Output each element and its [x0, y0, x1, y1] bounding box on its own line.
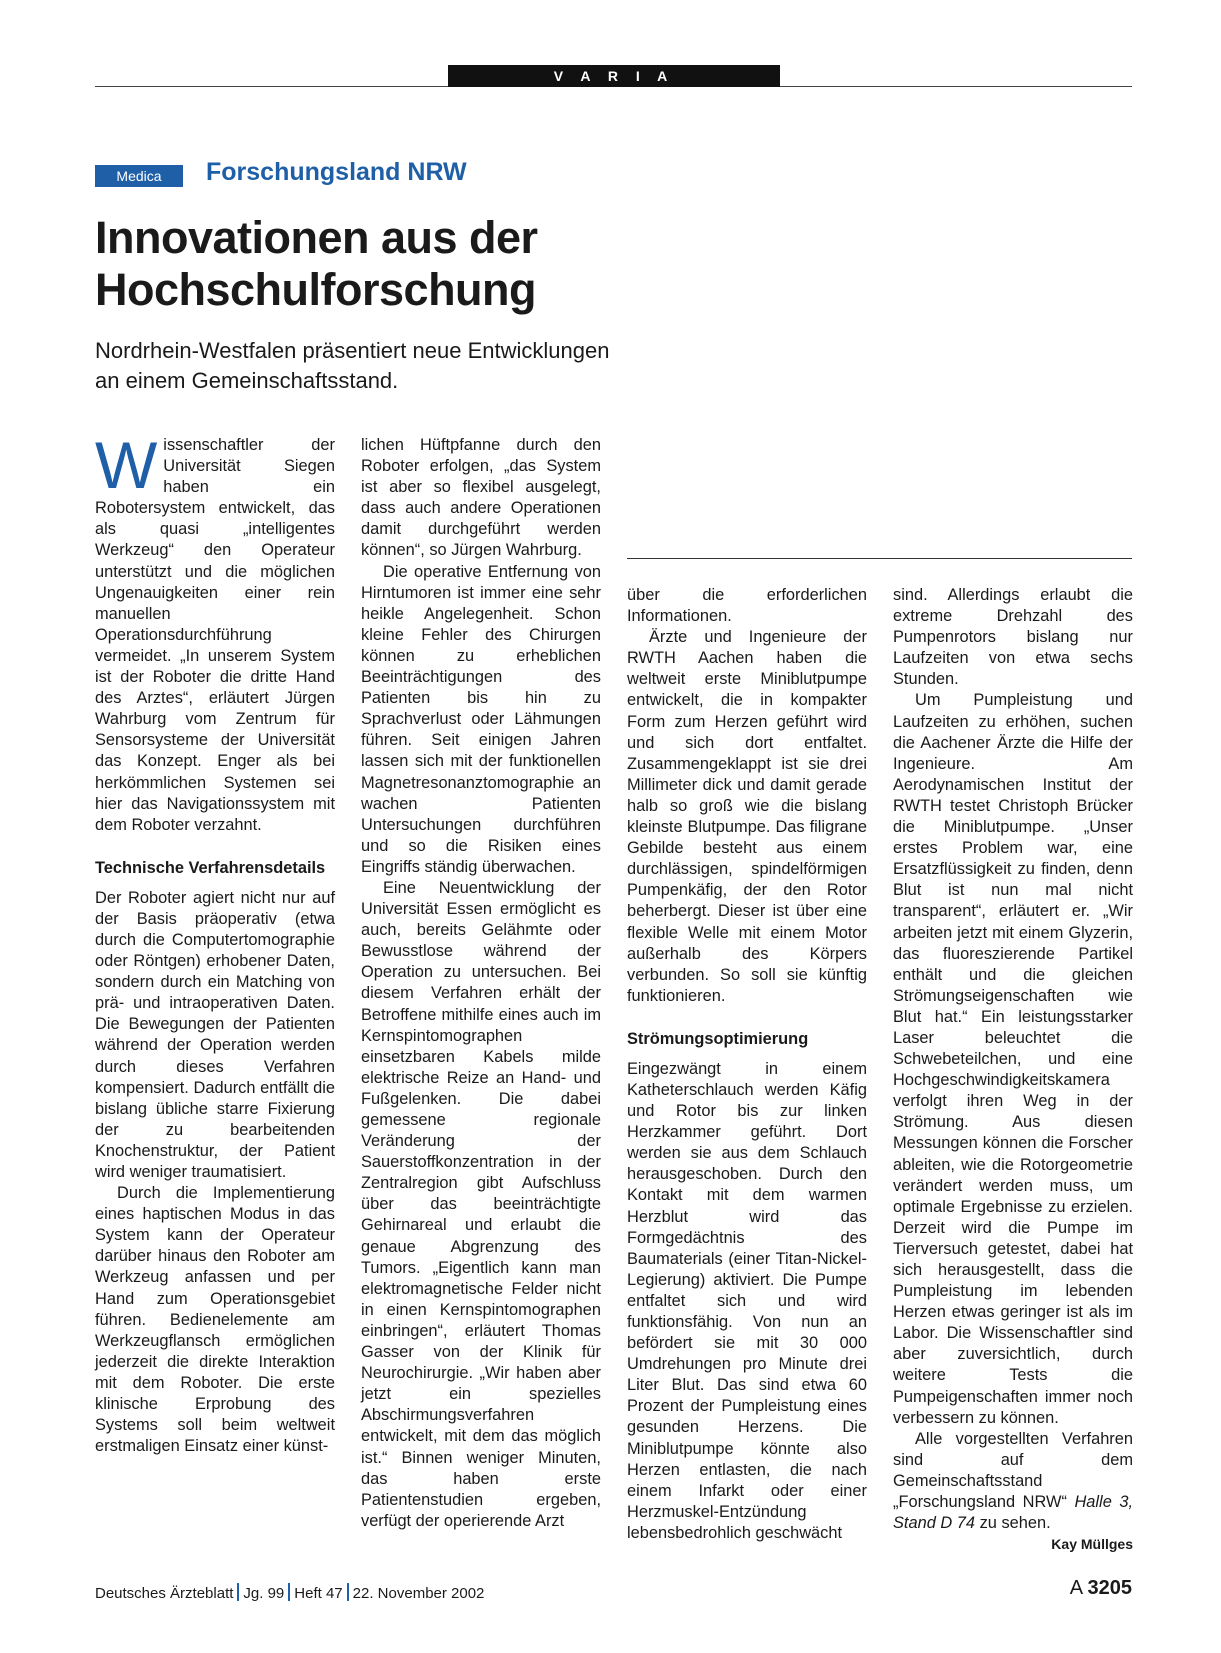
author-name: Kay Müllges [1051, 1536, 1133, 1553]
paragraph [893, 1429, 1133, 1553]
column-4 [893, 585, 1133, 1555]
paragraph [95, 428, 335, 836]
paragraph: Die operative Entfernung von Hirntumoren ist immer eine sehr heikle Angelegenheit. Schon kleine Fehler des Chirurgen können zu erheblichen Beeinträchtigungen des Patienten bis hin zu Sprachverlust oder Lähmungen führen. Seit einigen Jahren lassen sich mit der funktionellen Magnetresonanztomographie an wachen Patienten Untersuchungen durchführen und so die Risiken eines Eingriffs ständig überwachen. [361, 562, 601, 876]
kicker-tag: Medica [95, 165, 183, 187]
paragraph: Um Pumpleistung und Laufzeiten zu erhöhen, suchen die Aachener Ärzte die Hilfe der Ingenieure. Am Aerodynamischen Institut der RWTH testet Christoph Brücker die Miniblutpumpe. „Unser erstes Problem war, eine Ersatzflüssigkeit zu finden, denn Blut ist nun mal nicht transparent“, erläutert er. „Wir arbeiten jetzt mit einem Glyzerin, das fluoreszierende Partikel enthält und die gleichen Strömungseigenschaften wie Blut hat.“ Ein leistungsstarker Laser beleuchtet die Schwebeteilchen, und eine Hochgeschwindigkeitskamera verfolgt ihren Weg in der Strömung. Aus diesen Messungen können die Forscher ableiten, wie die Rotorgeometrie verändert werden muss, um optimale Ergebnisse zu erzielen. Derzeit wird die Pumpe im Tierversuch getestet, dabei hat sich herausgestellt, dass die Pumpleistung im lebenden Herzen etwas geringer ist als im Labor. Die Wissenschaftler sind aber zuversichtlich, durch weitere Tests die Pumpeigenschaften immer noch verbessern zu können. [893, 691, 1133, 1427]
page-number [1070, 1577, 1132, 1600]
paragraph-text: zu sehen. [979, 1514, 1051, 1533]
column-2 [361, 435, 601, 1532]
drop-cap: W [95, 428, 158, 502]
subheading: Strömungsoptimierung [627, 1029, 809, 1048]
kicker-heading: Forschungsland NRW [206, 158, 467, 186]
paragraph: Durch die Implementierung eines haptischen Modus in das System kann der Operateur darüber hinaus den Roboter am Werkzeug anfassen und per Hand zum Operationsgebiet führen. Bedienelemente am Werkzeugflansch ermöglichen jederzeit die direkte Interaktion mit dem Roboter. Die erste klinische Erprobung des Systems soll beim weltweit erstmaligen Einsatz einer künst- [95, 1184, 335, 1456]
journal-volume: Jg. 99 [243, 1585, 285, 1602]
journal-name: Deutsches Ärzteblatt [95, 1585, 234, 1602]
column-3 [627, 585, 867, 1544]
paragraph-text: Alle vorgestellten Verfahren sind auf dem Gemeinschaftsstand „Forschungsland NRW“ [893, 1429, 1133, 1512]
journal-issue: Heft 47 [294, 1585, 343, 1602]
paragraph-text: issenschaftler der Universität Siegen haben ein Robotersystem entwickelt, das als quasi „intelligentes Werkzeug“ den Operateur unterstützt und die möglichen Ungenauigkeiten einer rein manuellen Operationsdurchführung vermeidet. „In unserem System ist der Roboter die dritte Hand des Arztes“, erläutert Jürgen Wahrburg vom Zentrum für Sensorsysteme der Universität das Konzept. Enger als bei herkömmlichen Systemen sei hier das Navigationssystem mit dem Roboter verzahnt. [95, 436, 335, 834]
paragraph: Der Roboter agiert nicht nur auf der Basis präoperativ (etwa durch die Computertomographie oder Röntgen) erhobener Daten, sondern durch ein Matching von prä- und intraoperativen Daten. Die Bewegungen der Patienten während der Operation werden durch dieses Verfahren kompensiert. Dadurch entfällt die bislang übliche starre Fixierung der zu bearbeitenden Knochenstruktur, der Patient wird weniger traumatisiert. [95, 888, 335, 1181]
paragraph: Eine Neuentwicklung der Universität Essen ermöglicht es auch, bereits Gelähmte oder Bewusstlose während der Operation zu untersuchen. Bei diesem Verfahren erhält der Betroffene mithilfe eines auch im Kernspintomographen einsetzbaren Kabels milde elektrische Reize an Hand- und Fußgelenken. Die dabei gemessene regionale Veränderung der Sauerstoffkonzentration in der Zentralregion gibt Aufschluss über das beeinträchtigte Gehirnareal und erlaubt die genaue Abgrenzung des Tumors. „Eigentlich kann man elektromagnetische Felder nicht in einen Kernspintomographen einbringen“, erläutert Thomas Gasser von der Klinik für Neurochirurgie. „Wir haben aber jetzt ein spezielles Abschirmungsverfahren entwickelt, mit dem das möglich ist.“ Binnen weniger Minuten, das haben erste Patientenstudien ergeben, verfügt der operierende Arzt [361, 878, 601, 1530]
location-text: Halle 3, Stand D 74 [893, 1493, 1133, 1533]
paragraph: Ärzte und Ingenieure der RWTH Aachen haben die weltweit erste Miniblutpumpe entwickelt, die in kompakter Form zum Herzen geführt wird und sich dort entfaltet. Zusammengeklappt ist sie drei Millimeter dick und damit gerade halb so groß wie die bislang kleinste Blutpumpe. Das filigrane Gebilde besteht aus einem durchlässigen, spindelförmigen Pumpenkäfig, der den Rotor beherbergt. Dieser ist über eine flexible Welle mit einem Motor außerhalb des Körpers verbunden. So soll sie künftig funktionieren. [627, 628, 867, 1005]
paragraph: sind. Allerdings erlaubt die extreme Drehzahl des Pumpenrotors bislang nur Laufzeiten von etwa sechs Stunden. [893, 586, 1133, 689]
paragraph: Eingezwängt in einem Katheterschlauch werden Käfig und Rotor bis zur linken Herzkammer geführt. Dort werden sie aus dem Schlauch herausgeschoben. Durch den Kontakt mit dem warmen Herzblut wird das Formgedächtnis des Baumaterials (einer Titan-Nickel-Legierung) aktiviert. Die Pumpe entfaltet sich und wird funktionsfähig. Von nun an befördert sie mit 30 000 Umdrehungen pro Minute drei Liter Blut. Das sind etwa 60 Prozent der Pumpleistung eines gesunden Herzens. Die Miniblutpumpe könnte also Herzen entlasten, die nach einem Infarkt oder einer Herzmuskel-Entzündung lebensbedrohlich geschwächt [627, 1059, 867, 1542]
footer-separator [237, 1583, 239, 1601]
journal-date: 22. November 2002 [352, 1585, 485, 1602]
article-lead: Nordrhein-Westfalen präsentiert neue Entwicklungen an einem Gemeinschaftsstand. [95, 338, 610, 393]
column-1 [95, 428, 335, 1457]
footer-separator [347, 1583, 349, 1601]
page-number-value: 3205 [1087, 1577, 1132, 1599]
subheading: Technische Verfahrensdetails [95, 858, 326, 877]
page-footer [95, 1583, 484, 1602]
column-rule [627, 558, 1132, 559]
paragraph: über die erforderlichen Informationen. [627, 586, 867, 626]
page-prefix: A [1069, 1577, 1082, 1599]
section-banner: V A R I A [448, 65, 780, 87]
article-title: Innovationen aus der Hochschulforschung [95, 212, 538, 315]
paragraph: lichen Hüftpfanne durch den Roboter erfolgen, „das System ist aber so flexibel ausgelegt, dass auch andere Operationen damit durchgeführt werden können“, so Jürgen Wahrburg. [361, 436, 601, 560]
footer-separator [288, 1583, 290, 1601]
